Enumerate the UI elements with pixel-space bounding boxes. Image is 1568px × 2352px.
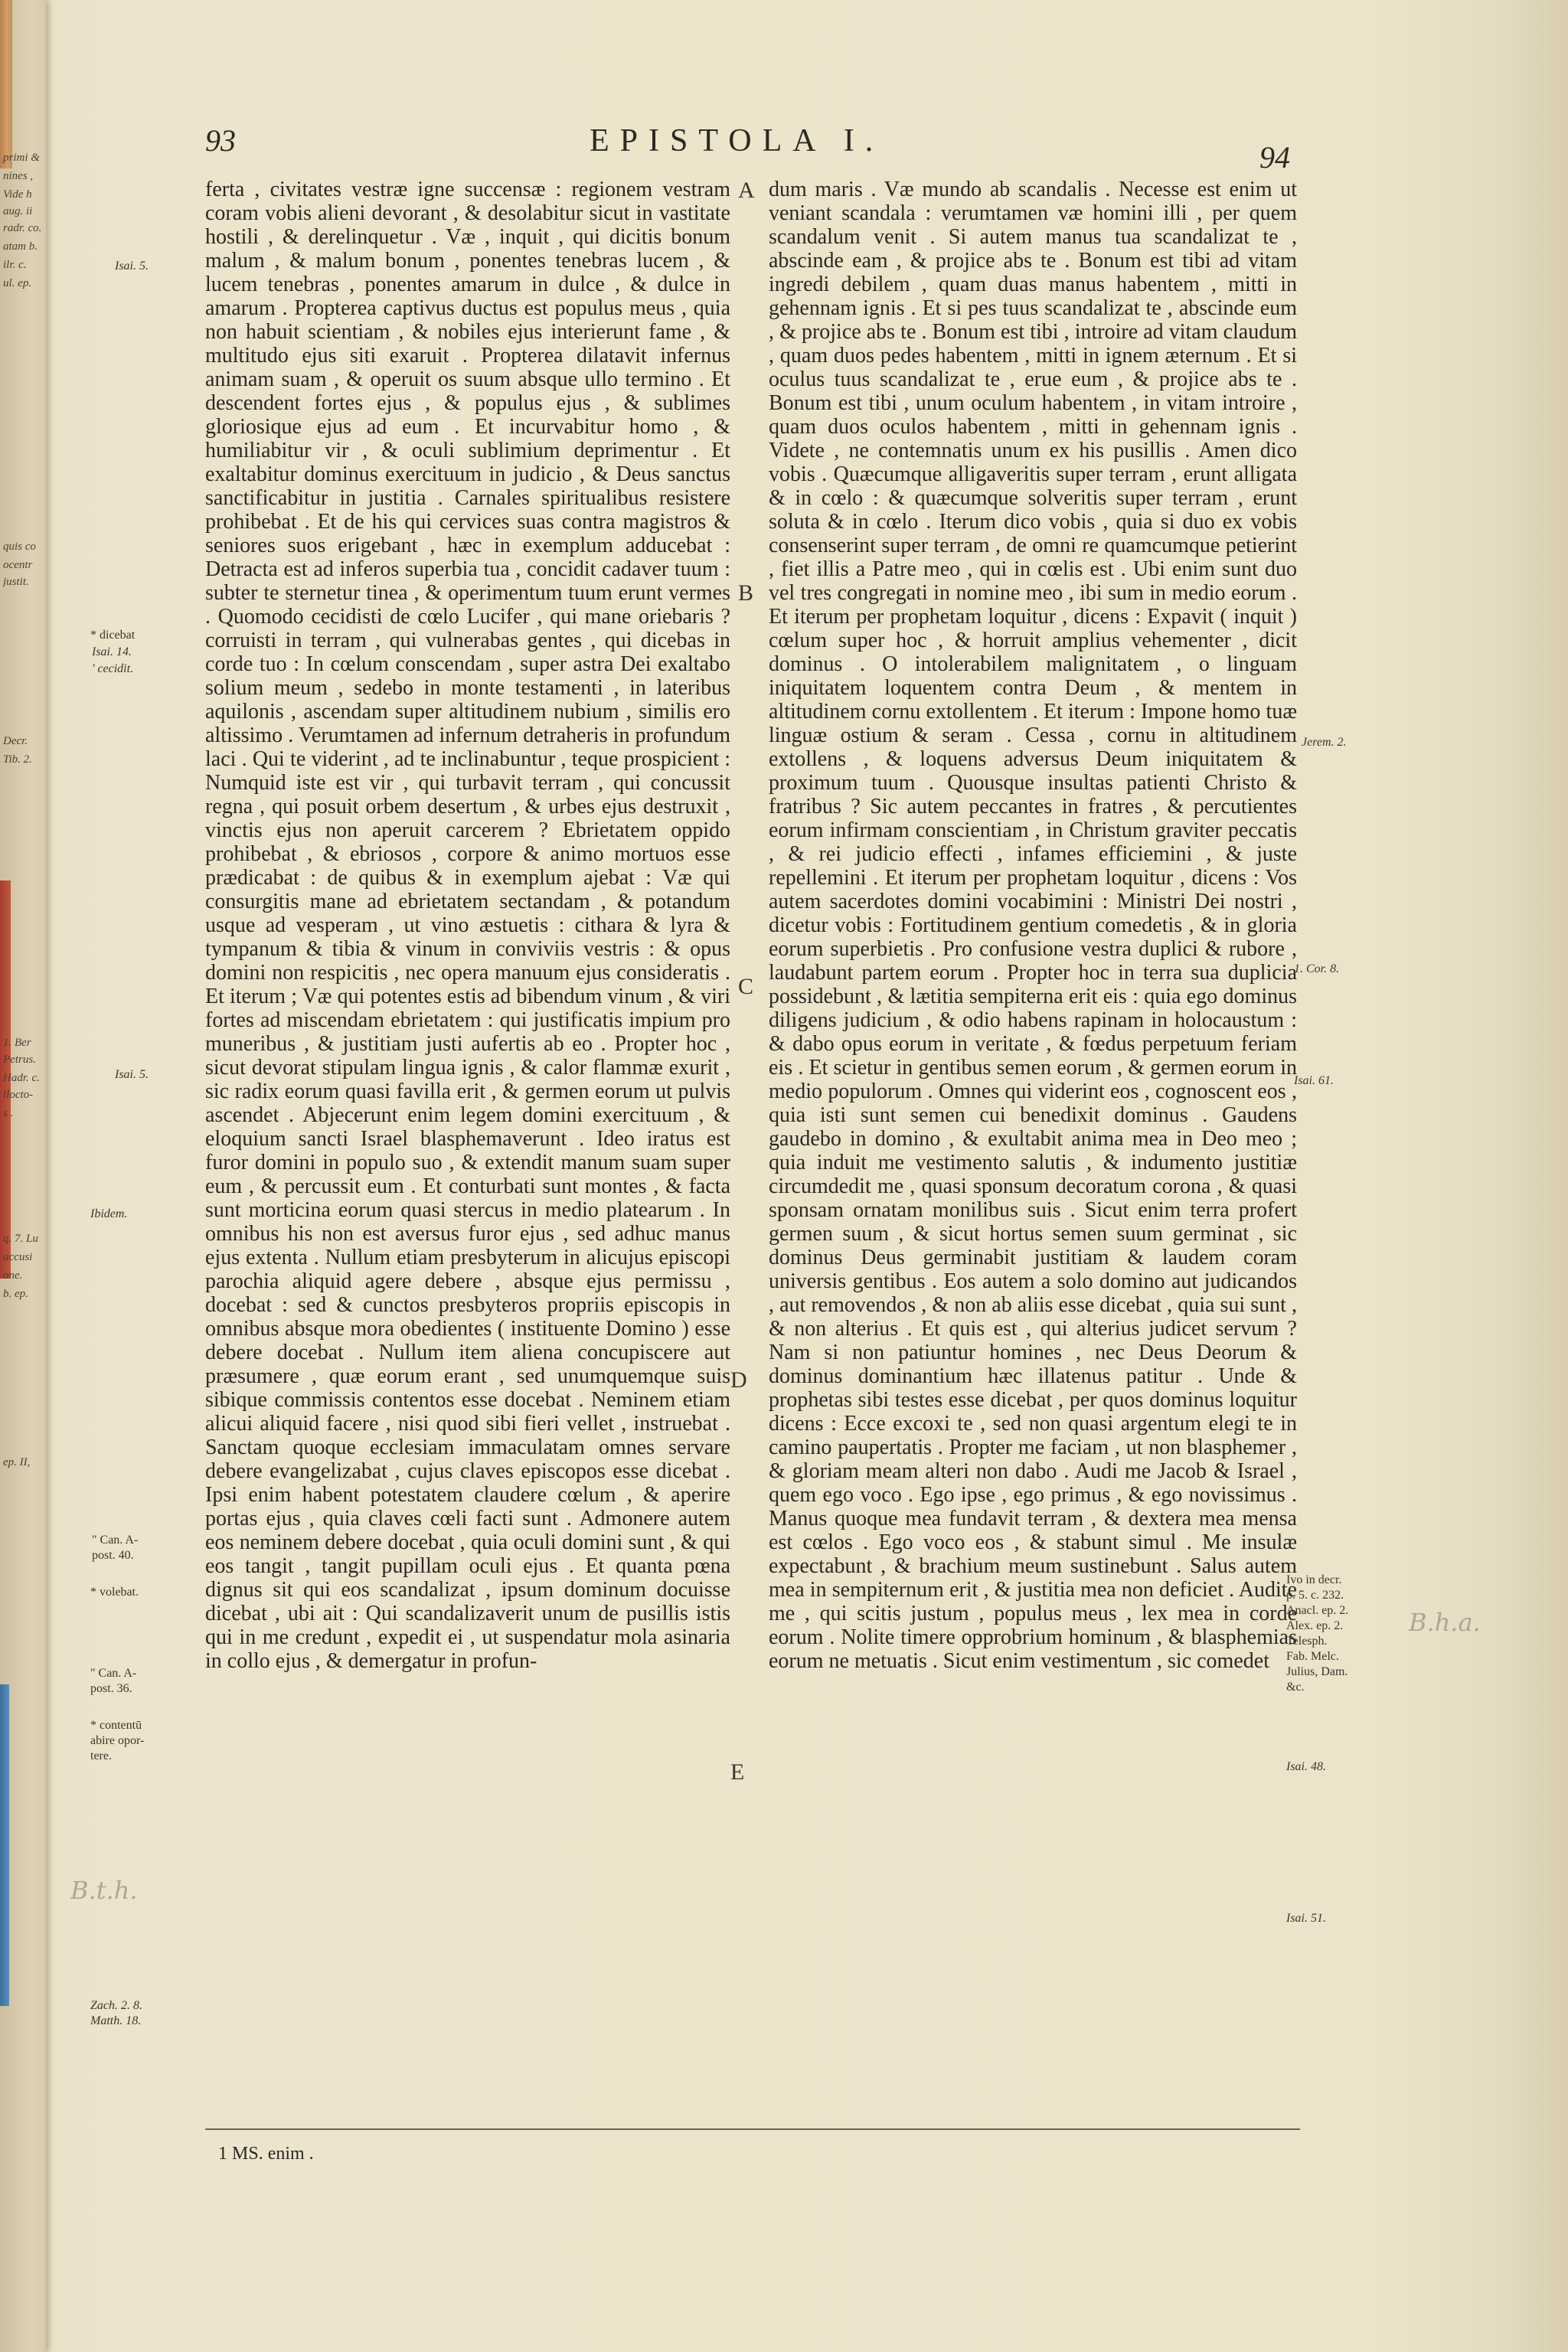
previous-page-fragment: nines , (3, 170, 34, 182)
previous-page-fragment: justit. (3, 576, 29, 588)
previous-page-fragment: s . (3, 1107, 14, 1119)
previous-page-fragment: accusi (3, 1251, 33, 1263)
margin-note-zach: Zach. 2. 8. (90, 1999, 142, 2012)
right-column-text: dum maris . Væ mundo ab scandalis . Necesse est enim ut veniant scandala : verumtamen væ homini illi , per quem scandalum venit . Si autem manus tua scandalizat te , abscinde eam , & projice abs te . Bonum est tibi ad vitam ingredi debilem , quam duas manus habentem , mitti in gehennam ignis . Et si pes tuus scandalizat te , abscinde eum , & projice abs te . Bonum est tibi , introire ad vitam claudum , quam duos pedes habentem , mitti in ignem æternum . Et si oculus tuus scandalizat te , erue eum , & projice abs te . Bonum est tibi , unum oculum habentem , in vitam introire , quam duos oculos habentem , mitti in gehennam ignis . Videte , ne contemnatis unum ex his pusillis . Amen dico vobis . Quæcumque alligaveritis super terram , erunt alligata & in cœlo : & quæcumque solveritis super terram , erunt soluta & in cœlo . Iterum dico vobis , quia si duo ex vobis consenserint super terram , de omni re quamcumque petierint , fiet illis a Patre meo , qui in cœlis est . Ubi enim sunt duo vel tres congregati in nomine meo , ibi sum in medio eorum . Et iterum per prophetam loquitur , dicens : Expavit ( inquit ) cœlum super hoc , & horruit amplius vehementer , dicit dominus . O intolerabilem malignitatem , o linguam iniquitatem loquentem contra Deum , & mentem in altitudinem cornu extollentem . Et iterum : Impone homo tuæ linguæ ostium & seram . Cessa , cornu in altitudinem extollens , & loquens adversus Deum iniquitatem & proximum tuum . Quousque insultas patienti Christo & fratribus ? Sic autem peccantes in fratres , & percutientes eorum infirmam conscientiam , in Christum graviter peccatis , & rei judicio effecti , infames efficiemini , & juste repellemini . Et iterum per prophetam loquitur , dicens : Vos autem sacerdotes domini vocabimini : Ministri Dei nostri , dicetur vobis : Fortitudinem gentium comedetis , & in gloria eorum superbietis . Pro confusione vestra duplici & rubore , laudabunt partem eorum . Propter hoc in terra sua duplicia possidebunt , & lætitia sempiterna erit eis : quia ego dominus diligens judicium , & odio habens rapinam in holocaustum : & dabo opus eorum in veritate , & fœdus perpetuum feriam eis . Et scietur in gentibus semen eorum , & germen eorum in medio populorum . Omnes qui viderint eos , cognoscent eos , quia isti sunt semen cui benedixit dominus . Gaudens gaudebo in domino , & exultabit anima mea in Deo meo ; quia induit me vestimento salutis , & indumento justitiæ circumdedit me , quasi sponsum decoratum corona , & quasi sponsam ornatam monilibus suis . Sicut enim terra profert germen suum , & sicut hortus semen suum germinat , sic dominus Deus germinabit justitiam & laudem coram universis gentibus . Eos autem a solo domino aut judicandos , aut removendos , & non ab aliis esse dicebat , quia sui sunt , & non alterius . Et quis est , qui alterius judicet servum ? Nam si non patiuntur homines , nec Deus Deorum & dominus dominantium hæc illatenus patitur . Unde & prophetas sibi testes esse dicebat , per quos dominus loquitur dicens : Ecce excoxi te , sed non quasi argentum elegi te in camino paupertatis . Propter me faciam , ut non blasphemer , & gloriam meam alteri non dabo . Audi me Jacob & Israel , quem ego voco . Ego ipse , ego primus , & ego novissimus . Manus quoque mea fundavit terram , & dextera mea mensa est cœlos . Ego voco eos , & stabunt simul . Me insulæ expectabunt , & brachium meum sustinebunt . Salus autem mea in sempiternum erit , & justitia mea non deficiet . Audite me , qui scitis justum , populus meus , lex mea in corde eorum . Nolite timere opprobrium hominum , & blasphemias eorum ne metuatis . Sicut enim vestimentum , sic comedet (769, 178, 1297, 1673)
previous-page-fragment: ocentr (3, 559, 33, 571)
margin-note-ibidem: Ibidem. (90, 1207, 128, 1220)
margin-note-isai-5b: Isai. 5. (115, 1068, 149, 1081)
margin-note-dicebat: * dicebat (90, 629, 136, 642)
section-marker-e: E (730, 1759, 745, 1785)
left-text-column (205, 178, 730, 1673)
running-title: EPISTOLA I. (590, 123, 884, 158)
margin-note-matth: Matth. 18. (90, 2014, 142, 2027)
previous-page-fragment: primi & (3, 152, 40, 164)
margin-note-cor: 1. Cor. 8. (1294, 962, 1340, 975)
section-marker-b: B (738, 580, 754, 606)
previous-page-fragment: Petrus. (3, 1054, 36, 1066)
margin-note-volebat: * volebat. (90, 1586, 139, 1599)
pencil-annotation-left: B.t.h. (70, 1876, 138, 1905)
previous-page-fragment: q. 7. Lu (3, 1233, 38, 1245)
footnote-rule (205, 2128, 1300, 2130)
previous-page-fragment: Hadr. c. (3, 1072, 40, 1084)
margin-note-isai-61: Isai. 61. (1294, 1074, 1334, 1087)
pencil-annotation-right: B.h.a. (1409, 1608, 1481, 1637)
previous-page-fragment: 1. Ber (3, 1037, 31, 1049)
right-text-column (769, 178, 1297, 1673)
margin-note-ivo: Ivo in decr. p. 5. c. 232. Anacl. ep. 2. Alex. ep. 2. Telesph. Fab. Melc. Julius, Dam. &c. (1286, 1573, 1349, 1694)
previous-page-fragment: ul. ep. (3, 277, 32, 289)
section-marker-d: D (730, 1367, 747, 1393)
previous-page-fragment: one. (3, 1269, 23, 1282)
margin-note-isai-14: Isai. 14. (92, 645, 132, 658)
blue-page-tab (0, 1684, 9, 2006)
previous-page-fragment: aug. ii (3, 205, 33, 217)
section-marker-a: A (738, 178, 755, 203)
margin-note-jerem: Jerem. 2. (1302, 736, 1347, 749)
orange-page-tab (0, 0, 12, 168)
previous-page-fragment: Decr. (3, 735, 28, 747)
margin-note-isai-5: Isai. 5. (115, 260, 149, 273)
margin-note-cecidit: ' cecidit. (92, 662, 134, 675)
previous-page-fragment: radr. co. (3, 222, 42, 234)
page-number-right: 94 (1259, 140, 1290, 175)
previous-page-fragment: Vide h (3, 188, 32, 201)
previous-page-fragment: ilr. c. (3, 259, 27, 271)
margin-note-isai-51: Isai. 51. (1286, 1912, 1326, 1925)
previous-page-fragment: atam b. (3, 240, 38, 253)
margin-note-isai-48: Isai. 48. (1286, 1760, 1326, 1773)
previous-page-fragment: Tib. 2. (3, 753, 32, 766)
previous-page-fragment: ep. II, (3, 1456, 31, 1468)
previous-page-fragment: llocto- (3, 1089, 34, 1101)
margin-note-contentu: * contentū abire opor- tere. (90, 1719, 145, 1762)
left-column-text: ferta , civitates vestræ igne succensæ : regionem vestram coram vobis alieni devorant , & desolabitur sicut in vastitate hostili , & derelinquetur . Væ , inquit , qui dicitis bonum malum , & malum bonum , ponentes tenebras lucem , & lucem tenebras , ponentes amarum in dulce , & dulce in amarum . Propterea captivus ductus est populus meus , quia non habuit scientiam , & nobiles ejus interierunt fame , & multitudo ejus siti exaruit . Propterea dilatavit infernus animam suam , & operuit os suum absque ullo termino . Et descendent fortes ejus , & populus ejus , & sublimes gloriosique ejus ad eum . Et incurvabitur homo , & humiliabitur vir , & oculi sublimium deprimentur . Et exaltabitur dominus exercituum in judicio , & Deus sanctus sanctificabitur in justitia . Carnales spiritualibus resistere prohibebat . Et de his qui cervices suas contra magistros & seniores suos erigebant , hæc in exemplum adducebat : Detracta est ad inferos superbia tua , concidit cadaver tuum : subter te sternetur tinea , & operimentum tuum erunt vermes . Quomodo cecidisti de cœlo Lucifer , qui mane oriebaris ? corruisti in terram , qui vulnerabas gentes , qui dicebas in corde tuo : In cœlum conscendam , super astra Dei exaltabo solium meum , sedebo in monte testamenti , in lateribus aquilonis , ascendam super altitudinem nubium , similis ero altissimo . Verumtamen ad infernum detraheris in profundum laci . Qui te viderint , ad te inclinabuntur , teque prospicient : Numquid iste est vir , qui turbavit terram , qui concussit regna , qui posuit orbem desertum , & urbes ejus destruxit , vinctis ejus non aperuit carcerem ? Ebrietatem oppido prohibebat , & ebriosos , corpore & animo mortuos esse prædicabat : de quibus & in exemplum ajebat : Væ qui consurgitis mane ad ebrietatem sectandam , & potandum usque ad vesperam , ut vino æstuetis : cithara & lyra & tympanum & tibia & vinum in conviviis vestris : & opus domini non respicitis , nec opera manuum ejus consideratis . Et iterum ; Væ qui potentes estis ad bibendum vinum , & viri fortes ad miscendam ebrietatem : qui justificatis impium pro muneribus , & justitiam justi aufertis ab eo . Propter hoc , sicut devorat stipulam lingua ignis , & calor flammæ exurit , sic radix eorum quasi favilla erit , & germen eorum ut pulvis ascendet . Abjecerunt enim legem domini exercituum , & eloquium sancti Israel blasphemaverunt . Ideo iratus est furor domini in populo suo , & extendit manum suam super eum , & percussit eum . Et conturbati sunt montes , & facta sunt morticina eorum quasi stercus in medio platearum . In omnibus his non est aversus furor ejus , sed adhuc manus ejus extenta . Nullum etiam presbyterum in alicujus episcopi parochia aliquid agere debere , absque ejus permissu , docebat : sed & cunctos presbyteros propriis episcopis in omnibus absque mora obedientes ( instituente Domino ) esse debere docebat . Nullum item aliena concupiscere aut præsumere , quæ eorum erant , sed unumquemque suis sibique commissis contentos esse docebat . Neminem etiam alicui aliquid facere , nisi quod sibi fieri vellet , instruebat . Sanctam quoque ecclesiam immaculatam omnes servare debere evangelizabat , cujus claves episcopos esse dicebat . Ipsi enim habent potestatem claudere cœlum , & aperire portas ejus , quia claves cœli facti sunt . Admonere autem eos neminem debere docebat , quia oculi domini sunt , & qui eos tangit , tangit pupillam oculi ejus . Et quanta pœna dignus sit qui eos scandalizat , ipsum dominum docuisse dicebat , ubi ait : Qui scandalizaverit unum de pusillis istis qui in me credunt , expedit ei , ut suspendatur mola asinaria in collo ejus , & demergatur in profun- (205, 178, 730, 1673)
footnote: 1 MS. enim . (218, 2144, 314, 2164)
previous-page-fragment: b. ep. (3, 1288, 28, 1300)
margin-note-can-40: " Can. A- post. 40. (92, 1534, 139, 1562)
section-marker-c: C (738, 974, 754, 999)
previous-page-fragment: quis co (3, 541, 36, 553)
page-number-left: 93 (205, 123, 236, 158)
margin-note-can-36: " Can. A- post. 36. (90, 1667, 137, 1695)
